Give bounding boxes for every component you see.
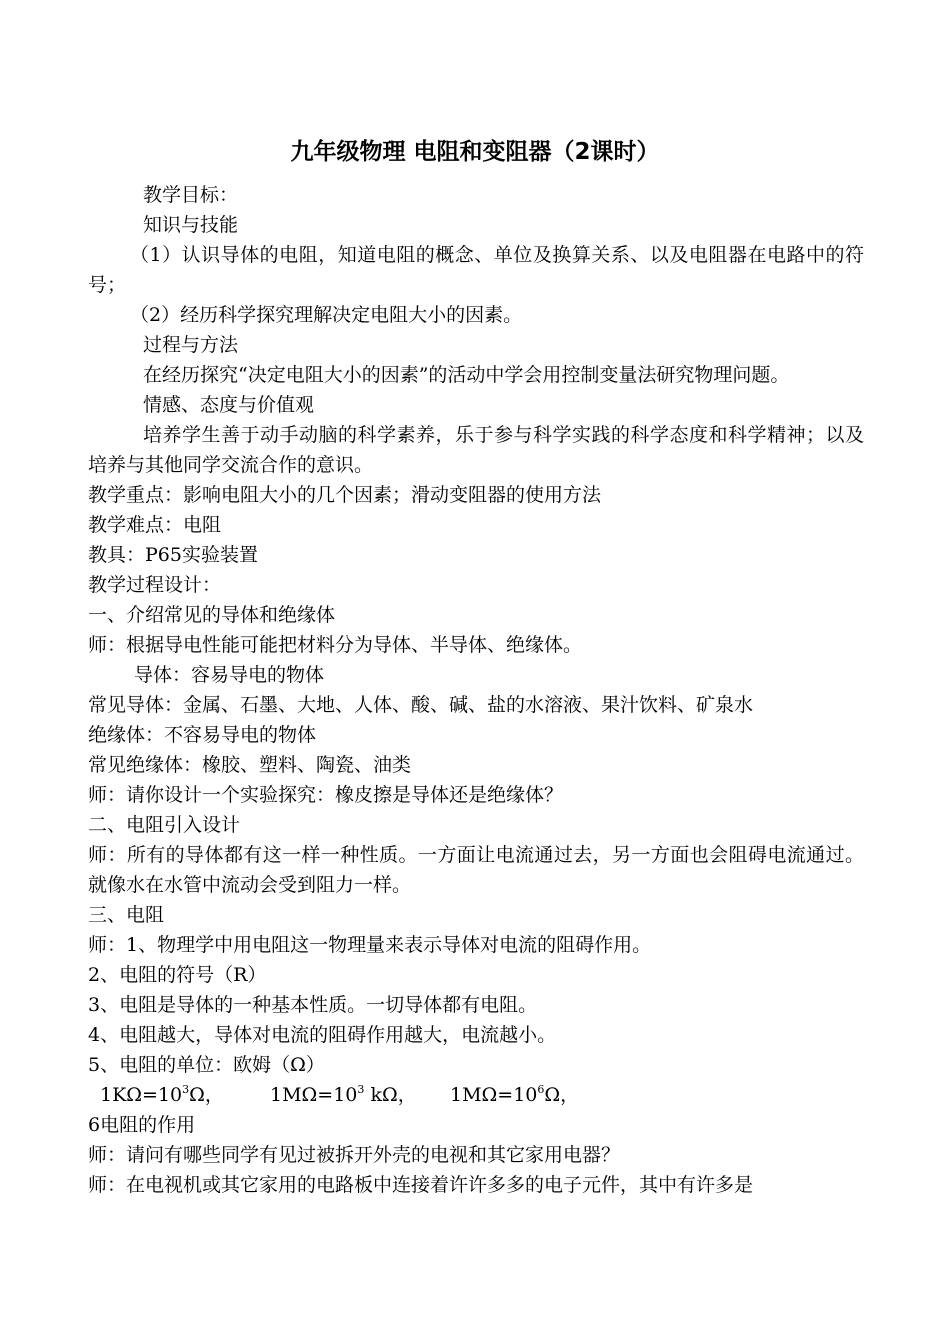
teacher-line-1: 师：根据导电性能可能把材料分为导体、半导体、绝缘体。 bbox=[88, 634, 583, 656]
unit-conversion-1: $1K\Omega=10^3\Omega$， bbox=[100, 1083, 224, 1106]
section-2-heading: 二、电阻引入设计 bbox=[88, 814, 241, 836]
teacher-line-4: 师：请问有哪些同学有见过被拆开外壳的电视和其它家用电器？ bbox=[88, 1144, 621, 1166]
unit-conversions bbox=[88, 1080, 864, 1110]
knowledge-heading: 知识与技能 bbox=[143, 214, 239, 236]
process-text: 在经历探究“决定电阻大小的因素”的活动中学会用控制变量法研究物理问题。 bbox=[143, 364, 790, 386]
resistance-point-2: 2、电阻的符号（R） bbox=[88, 964, 267, 986]
common-insulators: 常见绝缘体：橡胶、塑料、陶瓷、油类 bbox=[88, 754, 412, 776]
knowledge-item-1: （1）认识导体的电阻，知道电阻的概念、单位及换算关系、以及电阻器在电路中的符号； bbox=[88, 244, 864, 296]
resistance-point-3: 3、电阻是导体的一种基本性质。一切导体都有电阻。 bbox=[88, 994, 538, 1016]
teacher-line-3: 师：所有的导体都有这一样一种性质。一方面让电流通过去，另一方面也会阻碍电流通过。就像水在水管中流动会受到阻力一样。 bbox=[88, 844, 864, 896]
insulator-definition: 绝缘体：不容易导电的物体 bbox=[88, 724, 317, 746]
document-title: 九年级物理 电阻和变阻器（2课时） bbox=[290, 139, 660, 165]
goals-heading: 教学目标： bbox=[143, 184, 239, 206]
resistance-point-5: 5、电阻的单位：欧姆（Ω） bbox=[88, 1054, 325, 1076]
difficulty: 教学难点：电阻 bbox=[88, 514, 222, 536]
resistance-point-4: 4、电阻越大，导体对电流的阻碍作用越大，电流越小。 bbox=[88, 1024, 557, 1046]
teacher-line-5: 师：在电视机或其它家用的电路板中连接着许许多多的电子元件，其中有许多是 bbox=[88, 1174, 754, 1196]
process-design-heading: 教学过程设计： bbox=[88, 574, 222, 596]
resistance-point-1: 师：1、物理学中用电阻这一物理量来表示导体对电流的阻碍作用。 bbox=[88, 934, 652, 956]
process-heading: 过程与方法 bbox=[143, 334, 239, 356]
common-conductors: 常见导体：金属、石墨、大地、人体、酸、碱、盐的水溶液、果汁饮料、矿泉水 bbox=[88, 694, 754, 716]
knowledge-item-2: （2）经历科学探究理解决定电阻大小的因素。 bbox=[130, 304, 523, 326]
document-body bbox=[88, 180, 864, 1200]
teaching-tools: 教具：P65实验装置 bbox=[88, 544, 258, 566]
resistance-point-6: 6电阻的作用 bbox=[88, 1114, 196, 1136]
section-3-heading: 三、电阻 bbox=[88, 904, 165, 926]
unit-conversion-2: $1M\Omega=10^3$ kΩ， bbox=[270, 1083, 417, 1106]
emotion-heading: 情感、态度与价值观 bbox=[143, 394, 315, 416]
section-1-heading: 一、介绍常见的导体和绝缘体 bbox=[88, 604, 336, 626]
key-points: 教学重点：影响电阻大小的几个因素；滑动变阻器的使用方法 bbox=[88, 484, 602, 506]
teacher-line-2: 师：请你设计一个实验探究：橡皮擦是导体还是绝缘体？ bbox=[88, 784, 564, 806]
emotion-text: 培养学生善于动手动脑的科学素养，乐于参与科学实践的科学态度和科学精神；以及培养与其他同学交流合作的意识。 bbox=[88, 424, 864, 476]
conductor-definition: 导体：容易导电的物体 bbox=[134, 664, 325, 686]
unit-conversion-3: $1M\Omega=10^6\Omega$， bbox=[450, 1083, 580, 1106]
